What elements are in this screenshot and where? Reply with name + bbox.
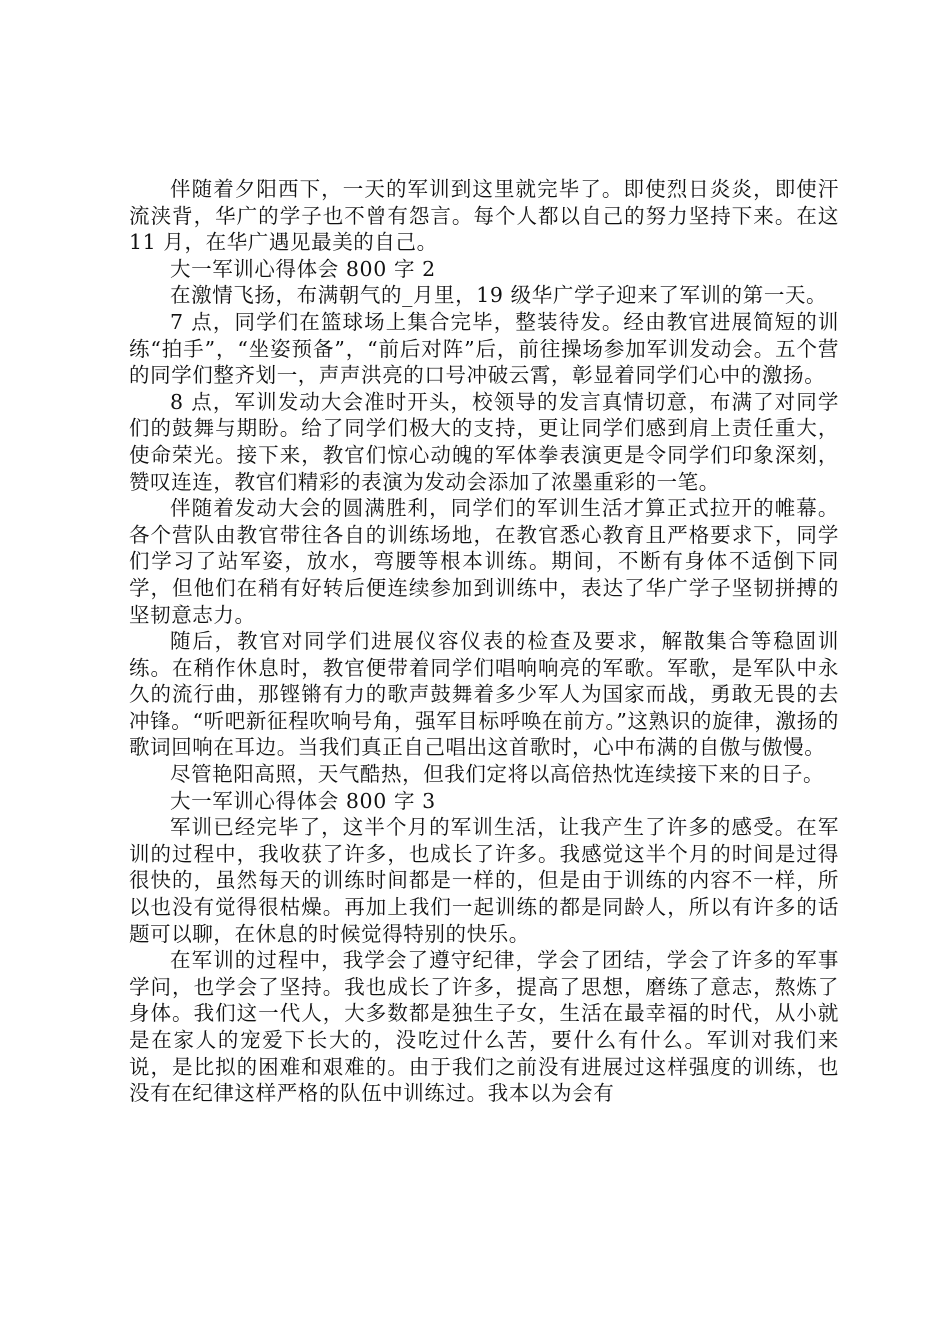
paragraph-9: 在军训的过程中，我学会了遵守纪律，学会了团结，学会了许多的军事学问，也学会了坚持。我也成长了许多，提高了思想，磨练了意志，熬炼了身体。我们这一代人，大多数都是独生子女，生活在最幸福的时代，从小就是在家人的宠爱下长大的，没吃过什么苦，要什么有什么。军训对我们来说，是比拟的困难和艰难的。由于我们之前没有进展过这样强度的训练，也没有在纪律这样严格的队伍中训练过。我本以为会有 [129,948,839,1106]
paragraph-7: 尽管艳阳高照，天气酷热，但我们定将以高倍热忱连续接下来的日子。 [170,762,825,787]
paragraph-8: 军训已经完毕了，这半个月的军训生活，让我产生了许多的感受。在军训的过程中，我收获了许多，也成长了许多。我感觉这半个月的时间是过得很快的，虽然每天的训练时间都是一样的，但是由于训练的内容不一样，所以也没有觉得很枯燥。再加上我们一起训练的都是同龄人，所以有许多的话题可以聊，在休息的时候觉得特别的快乐。 [129,815,839,946]
paragraph-6: 随后，教官对同学们进展仪容仪表的检查及要求，解散集合等稳固训练。在稍作休息时，教官便带着同学们唱响响亮的军歌。军歌，是军队中永久的流行曲，那铿锵有力的歌声鼓舞着多少军人为国家而战，勇敢无畏的去冲锋。“听吧新征程吹响号角，强军目标呼唤在前方。”这熟识的旋律，激扬的歌词回响在耳边。当我们真正自己唱出这首歌时，心中布满的自傲与傲慢。 [129,629,839,760]
paragraph-1: 伴随着夕阳西下，一天的军训到这里就完毕了。即使烈日炎炎，即使汗流浃背，华广的学子也不曾有怨言。每个人都以自己的努力坚持下来。在这 11 月，在华广遇见最美的自己。 [129,177,839,255]
section-heading-3: 大一军训心得体会 800 字 3 [170,788,436,813]
section-heading-2: 大一军训心得体会 800 字 2 [170,256,436,281]
document-body [129,176,839,1107]
paragraph-4: 8 点，军训发动大会准时开头，校领导的发言真情切意，布满了对同学们的鼓舞与期盼。给了同学们极大的支持，更让同学们感到肩上责任重大，使命荣光。接下来，教官们惊心动魄的军体拳表演更是令同学们印象深刻，赞叹连连，教官们精彩的表演为发动会添加了浓墨重彩的一笔。 [129,389,839,494]
paragraph-2: 在激情飞扬，布满朝气的_月里，19 级华广学子迎来了军训的第一天。 [170,283,828,308]
paragraph-5: 伴随着发动大会的圆满胜利，同学们的军训生活才算正式拉开的帷幕。各个营队由教官带往各自的训练场地，在教官悉心教育且严格要求下，同学们学习了站军姿，放水，弯腰等根本训练。期间，不断有身体不适倒下同学，但他们在稍有好转后便连续参加到训练中，表达了华广学子坚韧拼搏的坚韧意志力。 [129,496,839,627]
paragraph-3: 7 点，同学们在篮球场上集合完毕，整装待发。经由教官进展简短的训练“拍手”，“坐姿预备”，“前后对阵”后，前往操场参加军训发动会。五个营的同学们整齐划一，声声洪亮的口号冲破云霄，彰显着同学们心中的激扬。 [129,309,839,388]
